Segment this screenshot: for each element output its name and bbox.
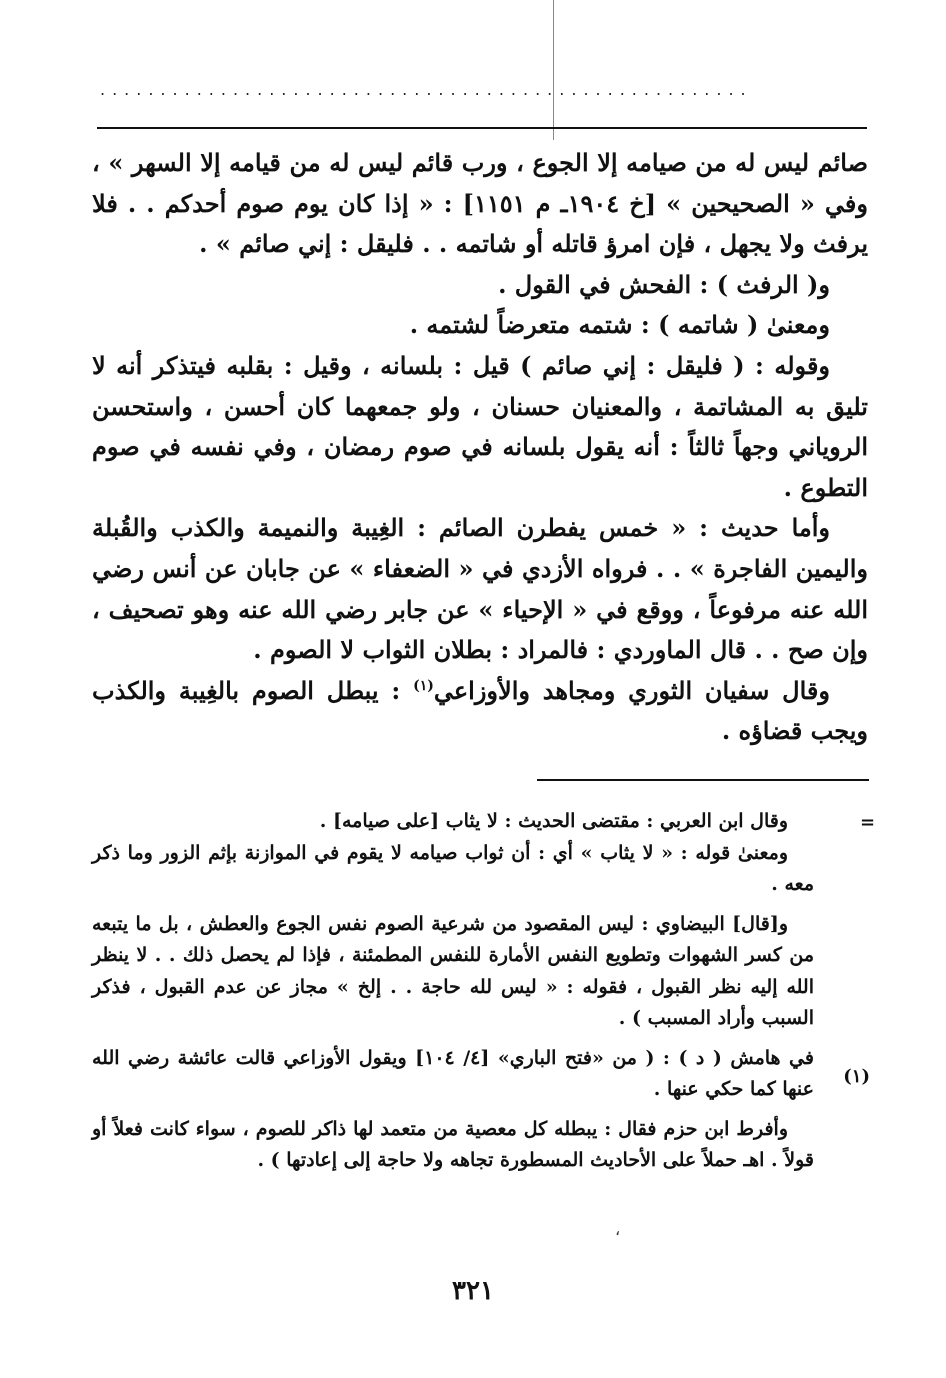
main-text [92,143,868,752]
footnotes [92,806,814,1177]
paragraph-2: و( الرفث ) : الفحش في القول . [498,269,830,299]
page-number: ٣٢١ [452,1276,494,1306]
continuation-mark: = [860,812,876,833]
header-rule [97,127,867,129]
footnote-continuation-1: وقال ابن العربي : مقتضى الحديث : لا يثاب [على صيامه] . [319,810,788,832]
footnote-continuation-2: ومعنىٰ قوله : « لا يثاب » أي : أن ثواب صيامه لا يقوم في الموازنة بإثم الزور وما ذكر معه . [92,841,814,895]
page-fold-line [553,0,554,140]
footnote-continuation-3: و[قال] البيضاوي : ليس المقصود من شرعية الصوم نفس الجوع والعطش ، بل ما يتبعه من كسر الشهوات وتطويع النفس الأمارة للنفس المطمئنة ، فإذا لم يحصل ذلك . . لا ينظر الله إليه نظر القبول ، فقوله : « ليس لله حاجة . . إلخ » مجاز عن عدم القبول ، فذكر السبب وأراد المسبب ) . [92,912,814,1029]
footnote-separator [537,779,869,781]
footnote-marker-1[interactable]: (١) [413,677,434,694]
stray-mark: ، [615,1220,621,1239]
paragraph-6-end: : يبطل الصوم بالغِيبة والكذب ويجب قضاؤه . [92,675,868,746]
footnote-1-text-2: وأفرط ابن حزم فقال : يبطله كل معصية من متعمد لها ذاكر للصوم ، سواء كانت فعلاً أو قولاً . اهـ حملاً على الأحاديث المسطورة تجاهه ولا حاجة إلى إعادتها ) . [92,1117,814,1171]
paragraph-4: وقوله : ( فليقل : إني صائم ) قيل : بلسانه ، وقيل : بقلبه فيتذكر أنه لا تليق به المشاتمة ، والمعنيان حسنان ، ولو جمعهما كان أحسن ، واستحسن الروياني وجهاً ثالثاً : أنه يقول بلسانه في صوم رمضان ، وفي نفسه في صوم التطوع . [92,350,868,502]
footnote-1-number: (١) [843,1066,870,1087]
paragraph-5: وأما حديث : « خمس يفطرن الصائم : الغِيبة والنميمة والكذب والقُبلة واليمين الفاجرة » . . فرواه الأزدي في « الضعفاء » عن جابان عن أنس رضي الله عنه مرفوعاً ، ووقع في « الإحياء » عن جابر رضي الله عنه وهو تصحيف ، وإن صح . . قال الماوردي : فالمراد : بطلان الثواب لا الصوم . [92,513,868,665]
paragraph-6 [92,671,868,752]
header-dotted-line: ...................................................... [100,80,753,99]
paragraph-1: صائم ليس له من صيامه إلا الجوع ، ورب قائم ليس له من قيامه إلا السهر » ، وفي « الصحيحين » [خ ١٩٠٤ـ م ١١٥١] : « إذا كان يوم صوم أحدكم . . فلا يرفث ولا يجهل ، فإن امرؤ قاتله أو شاتمه . . فليقل : إني صائم » . [92,148,868,259]
paragraph-3: ومعنىٰ ( شاتمه ) : شتمه متعرضاً لشتمه . [409,310,830,340]
footnote-1-text: في هامش ( د ) : ( من «فتح الباري» [٤/ ١٠٤] ويقول الأوزاعي قالت عائشة رضي الله عنها كما حكي عنها . [92,1046,814,1100]
paragraph-6-start: وقال سفيان الثوري ومجاهد والأوزاعي [433,675,830,705]
